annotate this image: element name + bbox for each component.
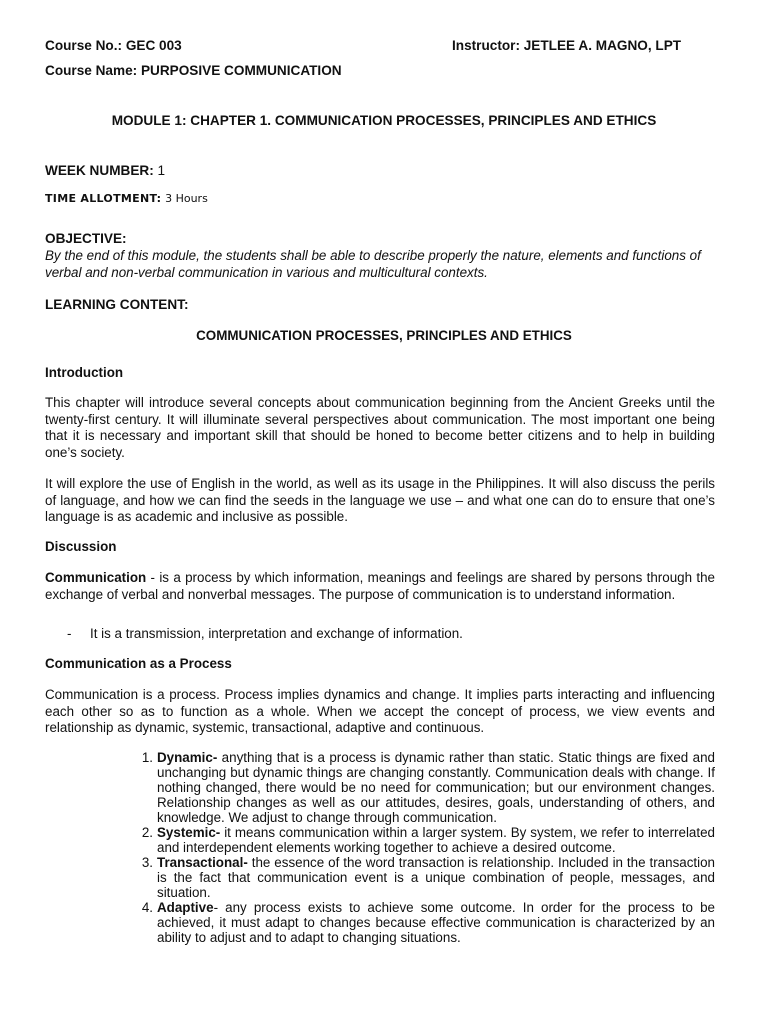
- introduction-paragraph-1: This chapter will introduce several concepts about communication beginning from the Ancient Greeks until the twenty-first century. It will illuminate several perspectives about communication. The most important one being that it is necessary and important skill that should be honed to become better citizens and to help in building one’s society.: [45, 395, 715, 460]
- time-allotment: [45, 190, 208, 208]
- list-item: [141, 900, 715, 945]
- list-number: 1.: [141, 750, 153, 765]
- list-text: - any process exists to achieve some outcome. In order for the process to be achieved, it must adapt to changes because effective communication is characterized by an ability to adjust and to adapt to changing situations.: [157, 900, 715, 945]
- course-number-value: GEC 003: [125, 38, 182, 53]
- course-name-label: Course Name:: [45, 63, 138, 78]
- instructor-label: Instructor:: [452, 38, 520, 53]
- course-name-value: PURPOSIVE COMMUNICATION: [140, 63, 342, 78]
- list-text: anything that is a process is dynamic rather than static. Static things are fixed and unchanging but dynamic things are changing constantly. Communication deals with change. If nothing changed, there would be no need for communication; but our environment changes. Relationship changes as well as our attitudes, desires, goals, understanding of others, and knowledge. We adjust to change through communication.: [157, 750, 715, 825]
- list-number: 2.: [141, 825, 153, 840]
- list-item: [141, 750, 715, 825]
- list-item: [141, 855, 715, 900]
- list-text: it means communication within a larger system. By system, we refer to interrelated and interdependent elements working together to achieve a desired outcome.: [157, 825, 715, 855]
- learning-content-label: LEARNING CONTENT:: [45, 297, 189, 312]
- discussion-heading: Discussion: [45, 539, 117, 554]
- course-name: [45, 63, 342, 80]
- instructor: [452, 38, 681, 55]
- list-number: 3.: [141, 855, 153, 870]
- communication-definition-text: - is a process by which information, meanings and feelings are shared by persons through the exchange of verbal and nonverbal messages. The purpose of communication is to understand information.: [45, 570, 715, 602]
- list-term: Adaptive: [157, 900, 214, 915]
- introduction-heading: Introduction: [45, 365, 124, 380]
- introduction-paragraph-2: It will explore the use of English in the world, as well as its usage in the Philippines. It will also discuss the perils of language, and how we can find the seeds in the language we use – and what one can do to ensure that one’s language is as academic and inclusive as possible.: [45, 476, 715, 524]
- course-number: [45, 38, 182, 55]
- time-allotment-value: 3 Hours: [165, 192, 208, 205]
- list-term: Dynamic-: [157, 750, 218, 765]
- list-number: 4.: [141, 900, 153, 915]
- course-number-label: Course No.:: [45, 38, 123, 53]
- bullet-text: It is a transmission, interpretation and exchange of information.: [90, 626, 463, 641]
- list-text: the essence of the word transaction is relationship. Included in the transaction is the fact that communication event is a unique combination of people, messages, and situation.: [157, 855, 715, 900]
- module-title: MODULE 1: CHAPTER 1. COMMUNICATION PROCESSES, PRINCIPLES AND ETHICS: [111, 113, 657, 128]
- communication-definition: [45, 570, 715, 603]
- process-list: [141, 750, 715, 945]
- time-allotment-label: TIME ALLOTMENT:: [45, 192, 162, 205]
- content-title: COMMUNICATION PROCESSES, PRINCIPLES AND ETHICS: [196, 328, 572, 343]
- week-number-label: WEEK NUMBER:: [45, 163, 154, 178]
- dash-bullet: -: [67, 626, 72, 641]
- objective-text: By the end of this module, the students shall be able to describe properly the nature, elements and functions of verbal and non-verbal communication in various and multicultural contexts.: [45, 248, 701, 280]
- communication-term: Communication: [45, 570, 147, 585]
- objective-label: OBJECTIVE:: [45, 231, 127, 246]
- week-number: [45, 163, 165, 180]
- week-number-value: 1: [157, 163, 166, 178]
- list-item: [141, 825, 715, 855]
- list-term: Systemic-: [157, 825, 221, 840]
- instructor-value: JETLEE A. MAGNO, LPT: [523, 38, 682, 53]
- process-paragraph: Communication is a process. Process implies dynamics and change. It implies parts interacting and influencing each other so as to function as a whole. When we accept the concept of process, we view events and relationship as dynamic, systemic, transactional, adaptive and continuous.: [45, 687, 715, 735]
- list-term: Transactional-: [157, 855, 248, 870]
- process-heading: Communication as a Process: [45, 656, 232, 671]
